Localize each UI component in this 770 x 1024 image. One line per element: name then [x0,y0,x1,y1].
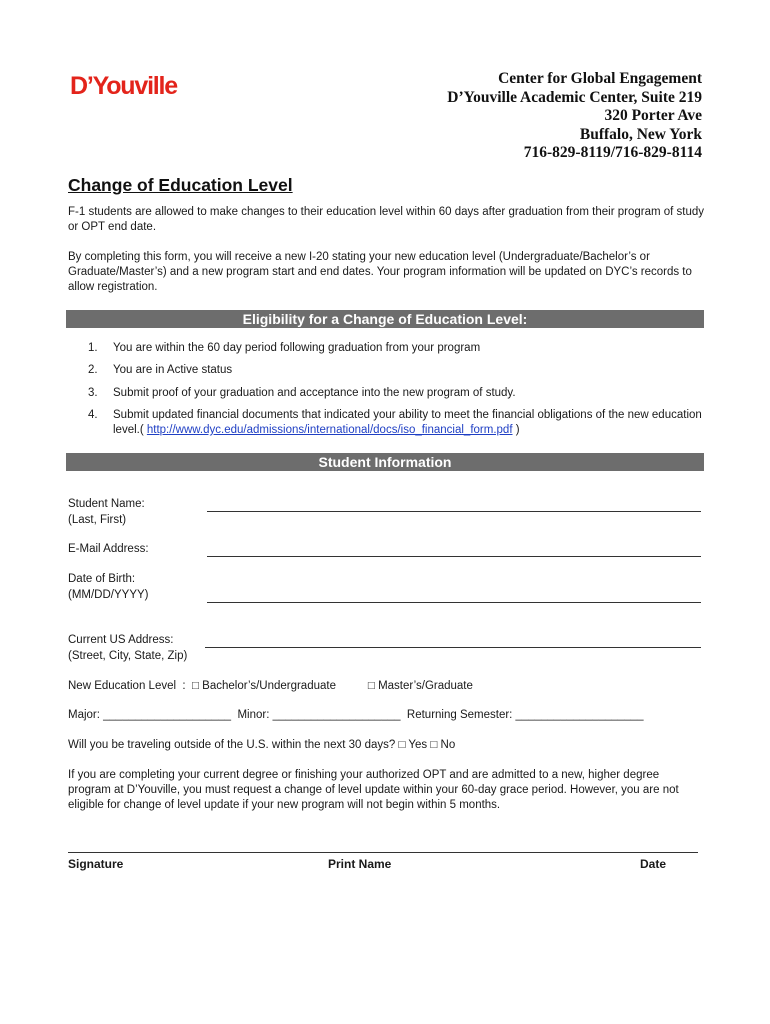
item-number: 2. [88,364,98,376]
contact-line: 320 Porter Ave [604,107,702,124]
item-text: Submit proof of your graduation and acceptance into the new program of study. [113,387,516,399]
email-label: E-Mail Address: [68,543,149,555]
student-name-label [68,497,145,528]
date-label: Date [640,857,667,871]
item-text-before: Submit updated financial documents that indicated your ability to meet the financial obligations of the new education level.( [113,409,702,436]
contact-block [447,70,702,163]
item-number: 4. [88,409,98,421]
label-line: Date of Birth: [68,573,136,585]
print-name-label: Print Name [328,857,392,871]
major-minor-semester-row[interactable]: Major: ____________________ Minor: ____________________ Returning Semester: ____________________ [68,709,644,721]
address-label [68,633,187,664]
student-name-field[interactable] [207,511,701,512]
dob-label [68,572,149,603]
item-text: You are within the 60 day period following graduation from your program [113,342,481,354]
address-field[interactable] [205,647,701,648]
email-field[interactable] [207,556,701,557]
contact-line: Center for Global Engagement [498,70,702,87]
eligibility-heading: Eligibility for a Change of Education Level: [66,310,704,328]
item-text [113,408,708,438]
new-education-level-row[interactable]: New Education Level : □ Bachelor’s/Undergraduate □ Master’s/Graduate [68,680,473,692]
contact-phone: 716-829-8119/716-829-8114 [523,144,702,161]
dyouville-logo: D’Youville [70,72,178,100]
dob-field[interactable] [207,602,701,603]
label-sub: (MM/DD/YYYY) [68,588,149,601]
travel-question-row[interactable]: Will you be traveling outside of the U.S. within the next 30 days? □ Yes □ No [68,739,456,751]
contact-line: Buffalo, New York [579,125,702,143]
financial-form-link[interactable]: http://www.dyc.edu/admissions/international/docs/iso_financial_form.pdf [146,424,513,436]
eligibility-item [88,363,708,378]
page-title: Change of Education Level [68,175,293,195]
eligibility-item [88,408,708,438]
contact-line: D’Youville Academic Center, Suite 219 [447,88,702,106]
item-text-after: ) [512,424,520,436]
label-line: Current US Address: [68,634,174,646]
signature-line[interactable] [68,852,698,853]
item-number: 3. [88,387,98,399]
eligibility-note: If you are completing your current degree or finishing your authorized OPT and are admitted to a new, higher degree program at D’Youville, you must request a change of level update within your 60-day grace period. However, you are not eligible for change of level update if your new program will not begin within 5 months. [68,769,679,811]
intro-paragraph-1: F-1 students are allowed to make changes to their education level within 60 days after graduation from their program of study or OPT end date. [68,206,705,233]
item-text: You are in Active status [113,364,233,376]
eligibility-item [88,341,708,356]
student-info-heading: Student Information [66,453,704,471]
label-sub: (Last, First) [68,513,127,526]
label-line: Student Name: [68,498,145,510]
eligibility-item [88,386,708,401]
intro-paragraph-2: By completing this form, you will receive a new I-20 stating your new education level (Undergraduate/Bachelor’s or Graduate/Master’s) and a new program start and end dates. Your program information will be updated on DYC’s records to allow registration. [68,251,692,293]
item-number: 1. [88,342,98,354]
label-sub: (Street, City, State, Zip) [68,649,188,662]
signature-label: Signature [68,857,124,871]
